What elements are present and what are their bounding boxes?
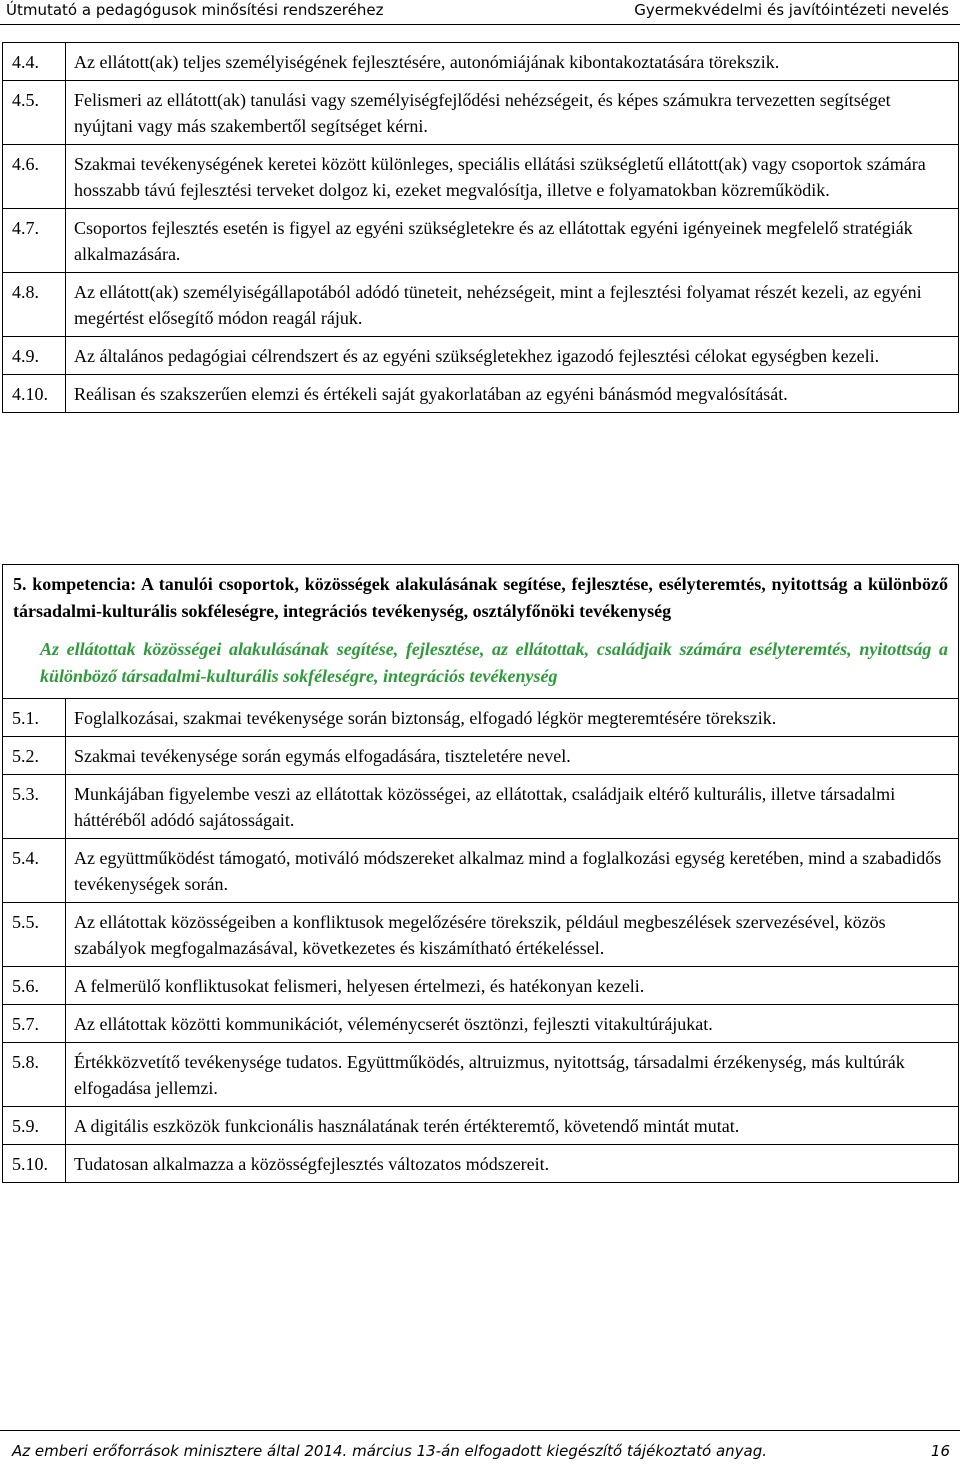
criterion-text: Az általános pedagógiai célrendszert és az egyéni szükségletekhez igazodó fejlesztési célokat egységben kezeli. (66, 337, 959, 375)
page-number: 16 (930, 1442, 950, 1460)
criterion-text: Munkájában figyelembe veszi az ellátottak közösségei, az ellátottak, családjaik eltérő kulturális, illetve társadalmi háttéréből adódó sajátosságait. (66, 775, 959, 839)
criterion-number: 4.10. (3, 375, 66, 413)
criterion-text: Csoportos fejlesztés esetén is figyel az egyéni szükségletekre és az ellátottak egyéni igényeinek megfelelő stratégiák alkalmazására. (66, 209, 959, 273)
criterion-number: 5.10. (3, 1145, 66, 1183)
criterion-text: Szakmai tevékenysége során egymás elfogadására, tiszteletére nevel. (66, 737, 959, 775)
table-row (3, 699, 959, 737)
competency-header-cell (3, 565, 959, 699)
criterion-text: Az ellátott(ak) személyiségállapotából adódó tüneteit, nehézségeit, mint a fejlesztési folyamat részét kezeli, az egyéni megértést elősegítő módon reagál rájuk. (66, 273, 959, 337)
criterion-number: 5.7. (3, 1005, 66, 1043)
table-row (3, 1145, 959, 1183)
competency-4-table (2, 42, 959, 413)
criterion-number: 5.2. (3, 737, 66, 775)
criterion-text: Foglalkozásai, szakmai tevékenysége során biztonság, elfogadó légkör megteremtésére törekszik. (66, 699, 959, 737)
header-document-title: Útmutató a pedagógusok minősítési rendszeréhez (6, 1, 384, 19)
criterion-text: Az ellátottak közösségeiben a konfliktusok megelőzésére törekszik, például megbeszélések szervezésével, közös szabályok megfogalmazásával, következetes és kiszámítható értékeléssel. (66, 903, 959, 967)
criterion-number: 5.8. (3, 1043, 66, 1107)
criterion-number: 4.9. (3, 337, 66, 375)
criterion-text: A digitális eszközök funkcionális használatának terén értékteremtő, követendő mintát mutat. (66, 1107, 959, 1145)
criterion-text: Értékközvetítő tevékenysége tudatos. Együttműködés, altruizmus, nyitottság, társadalmi érzékenység, más kultúrák elfogadása jellemzi. (66, 1043, 959, 1107)
header-rule (0, 24, 960, 25)
footer-note: Az emberi erőforrások minisztere által 2014. március 13-án elfogadott kiegészítő tájékoztató anyag. (12, 1442, 768, 1460)
table-row (3, 1005, 959, 1043)
competency-5-table (2, 564, 959, 1183)
page-header (0, 0, 960, 26)
criterion-text: A felmerülő konfliktusokat felismeri, helyesen értelmezi, és hatékonyan kezeli. (66, 967, 959, 1005)
criterion-text: Tudatosan alkalmazza a közösségfejlesztés változatos módszereit. (66, 1145, 959, 1183)
criterion-text: Az ellátottak közötti kommunikációt, véleménycserét ösztönzi, fejleszti vitakultúrájukat. (66, 1005, 959, 1043)
header-section-title: Gyermekvédelmi és javítóintézeti nevelés (634, 1, 949, 19)
table-row (3, 43, 959, 81)
criterion-text: Az ellátott(ak) teljes személyiségének fejlesztésére, autonómiájának kibontakoztatására törekszik. (66, 43, 959, 81)
page-footer (0, 1430, 960, 1460)
criterion-number: 4.5. (3, 81, 66, 145)
footer-rule (0, 1430, 960, 1431)
criterion-number: 5.9. (3, 1107, 66, 1145)
criterion-number: 5.1. (3, 699, 66, 737)
competency-title: 5. kompetencia: A tanulói csoportok, közösségek alakulásának segítése, fejlesztése, esélyteremtés, nyitottság a különböző társadalmi-kulturális sokféleségre, integrációs tevékenység, osztályfőnöki tevékenység (13, 574, 948, 621)
criterion-text: Reálisan és szakszerűen elemzi és értékeli saját gyakorlatában az egyéni bánásmód megvalósítását. (66, 375, 959, 413)
criterion-number: 5.3. (3, 775, 66, 839)
criterion-number: 4.8. (3, 273, 66, 337)
table-row (3, 209, 959, 273)
table-row (3, 145, 959, 209)
table-row (3, 839, 959, 903)
criterion-number: 5.5. (3, 903, 66, 967)
table-row (3, 273, 959, 337)
table-row (3, 337, 959, 375)
table-row (3, 1043, 959, 1107)
table-row (3, 775, 959, 839)
table-row (3, 903, 959, 967)
criterion-text: Az együttműködést támogató, motiváló módszereket alkalmaz mind a foglalkozási egység keretében, mind a szabadidős tevékenységek során. (66, 839, 959, 903)
criterion-number: 4.6. (3, 145, 66, 209)
table-row (3, 375, 959, 413)
criterion-number: 4.7. (3, 209, 66, 273)
table-row (3, 81, 959, 145)
criterion-text: Felismeri az ellátott(ak) tanulási vagy személyiségfejlődési nehézségeit, és képes számukra tervezetten segítséget nyújtani vagy más szakembertől segítséget kérni. (66, 81, 959, 145)
competency-header-row (3, 565, 959, 699)
table-row (3, 967, 959, 1005)
competency-subtitle: Az ellátottak közösségei alakulásának segítése, fejlesztése, az ellátottak, családjaik számára esélyteremtés, nyitottság a különböző társadalmi-kulturális sokféleségre, integrációs tevékenység (40, 639, 948, 686)
criterion-number: 5.4. (3, 839, 66, 903)
criterion-number: 4.4. (3, 43, 66, 81)
criterion-number: 5.6. (3, 967, 66, 1005)
table-row (3, 1107, 959, 1145)
criterion-text: Szakmai tevékenységének keretei között különleges, speciális ellátási szükségletű ellátott(ak) vagy csoportok számára hosszabb távú fejlesztési terveket dolgoz ki, ezeket megvalósítja, illetve e folyamatokban közreműködik. (66, 145, 959, 209)
table-row (3, 737, 959, 775)
